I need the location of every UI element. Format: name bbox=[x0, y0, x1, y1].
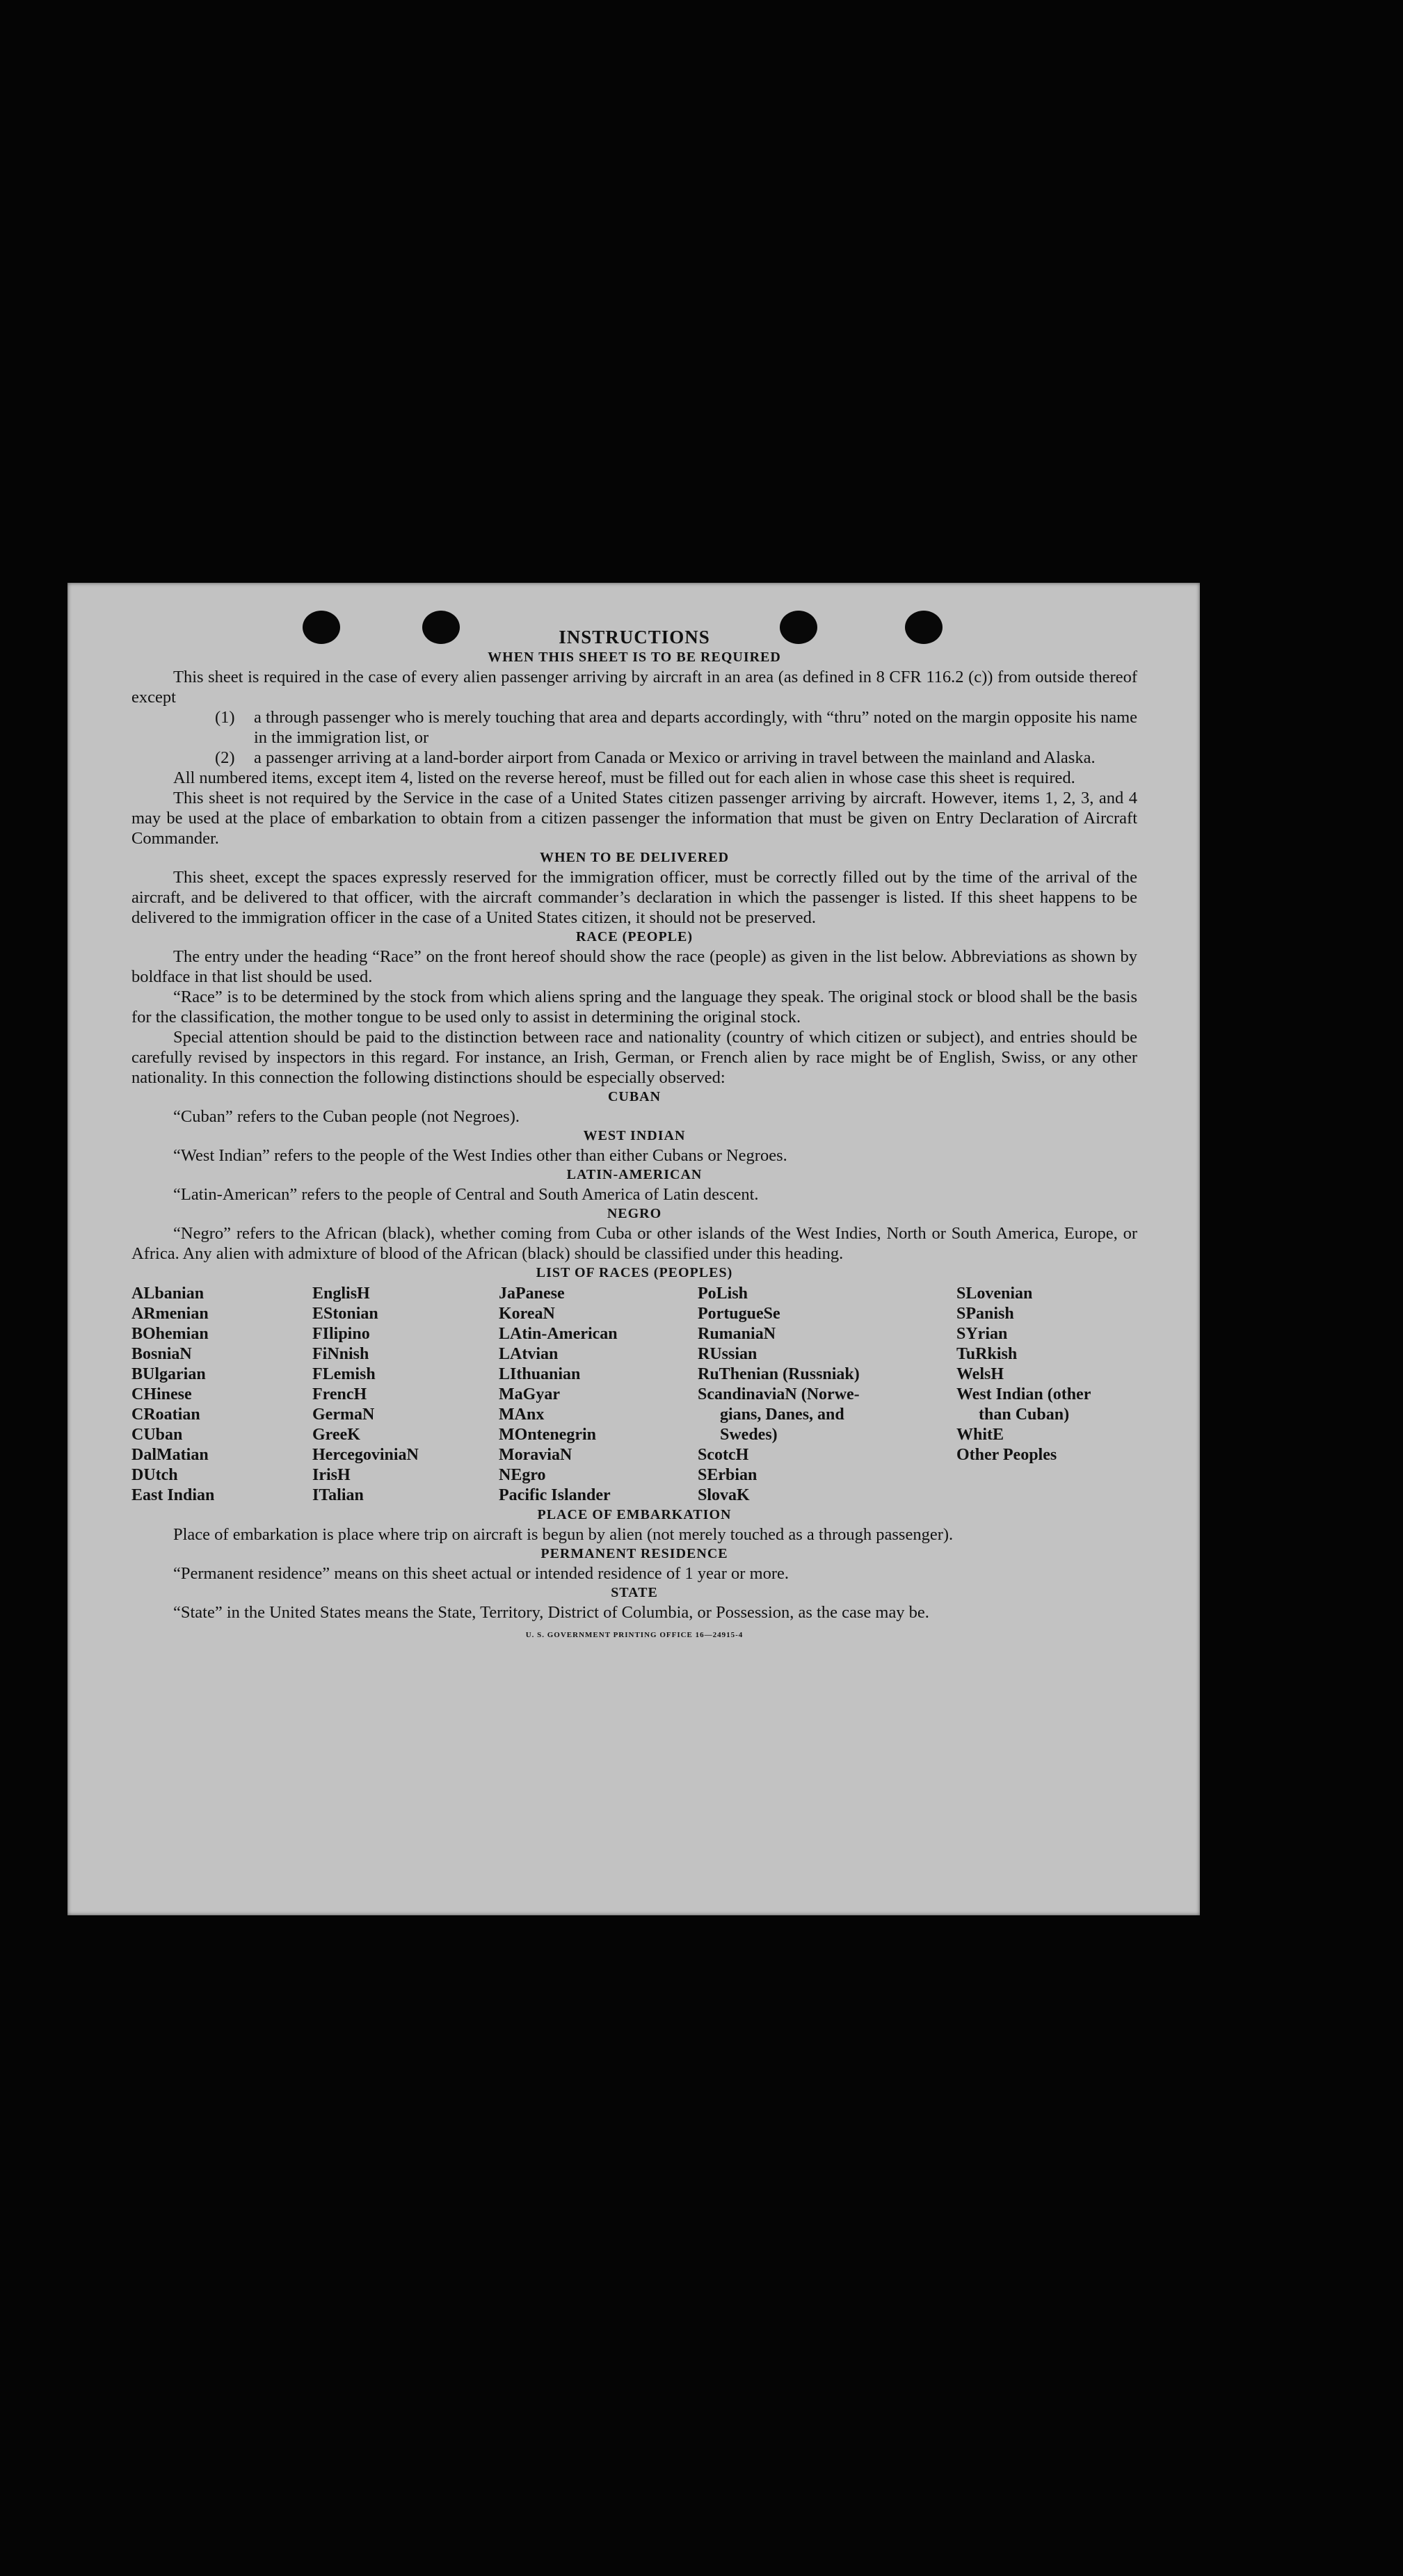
paragraph: “State” in the United States means the State, Territory, District of Columbia, or Possession, as the case may be. bbox=[173, 1603, 929, 1622]
list-item: Swedes) bbox=[720, 1426, 778, 1444]
list-item: ScotcH bbox=[698, 1446, 749, 1464]
paragraph: “West Indian” refers to the people of the West Indies other than either Cubans or Negroes. bbox=[173, 1146, 787, 1165]
list-item: LAtin-American bbox=[499, 1325, 618, 1343]
section-heading: WEST INDIAN bbox=[583, 1128, 686, 1143]
list-item: SPanish bbox=[956, 1305, 1014, 1323]
list-item: DalMatian bbox=[131, 1446, 209, 1464]
list-item: West Indian (other bbox=[956, 1385, 1091, 1403]
list-item: (2) a passenger arriving at a land-border airport from Canada or Mexico or arriving in travel between the mainland and Alaska. bbox=[215, 748, 1096, 767]
list-item: RumaniaN bbox=[698, 1325, 776, 1343]
paragraph: Place of embarkation is place where trip on aircraft is begun by alien (not merely touched as a through passenger). bbox=[173, 1525, 954, 1544]
list-item: DUtch bbox=[131, 1466, 178, 1484]
race-column bbox=[312, 1284, 499, 1506]
paragraph: “Latin-American” refers to the people of Central and South America of Latin descent. bbox=[173, 1185, 759, 1204]
list-item: (1) a through passenger who is merely touching that area and departs accordingly, with “thru” noted on the margin opposite his name in the immigration list, or bbox=[215, 708, 1137, 747]
list-item: CUban bbox=[131, 1426, 183, 1444]
section-heading: STATE bbox=[611, 1585, 658, 1600]
paragraph: All numbered items, except item 4, listed on the reverse hereof, must be filled out for each alien in whose case this sheet is required. bbox=[173, 768, 1075, 787]
paragraph: Special attention should be paid to the distinction between race and nationality (country of which citizen or subject), and entries should be carefully revised by inspectors in this regard. For instance, an Irish, German, or French alien by race might be of English, Swiss, or any other nationality. In this connection the following distinctions should be especially observed: bbox=[131, 1028, 1137, 1087]
list-item: BosniaN bbox=[131, 1345, 192, 1363]
list-item: RUssian bbox=[698, 1345, 757, 1363]
list-item: HercegoviniaN bbox=[312, 1446, 419, 1464]
list-item: IrisH bbox=[312, 1466, 351, 1484]
list-item: FiNnish bbox=[312, 1345, 369, 1363]
list-item: SYrian bbox=[956, 1325, 1008, 1343]
exception-list bbox=[131, 707, 1137, 768]
printer-imprint: U. S. GOVERNMENT PRINTING OFFICE 16—24915-4 bbox=[525, 1631, 744, 1639]
list-item: FrencH bbox=[312, 1385, 367, 1403]
list-item: LIthuanian bbox=[499, 1365, 581, 1383]
list-item: BUlgarian bbox=[131, 1365, 206, 1383]
list-item: MOntenegrin bbox=[499, 1426, 596, 1444]
race-column bbox=[956, 1284, 1137, 1506]
section-heading: WHEN THIS SHEET IS TO BE REQUIRED bbox=[488, 650, 781, 665]
paragraph: “Negro” refers to the African (black), whether coming from Cuba or other islands of the West Indies, North or South America, Europe, or Africa. Any alien with admixture of blood of the African (black) should be classified under this heading. bbox=[131, 1224, 1137, 1263]
paragraph: This sheet, except the spaces expressly reserved for the immigration officer, must be correctly filled out by the time of the arrival of the aircraft, and be delivered to that officer, with the aircraft commander’s declaration in which the passenger is listed. If this sheet happens to be delivered to the immigration officer in the case of a United States citizen, it should not be preserved. bbox=[131, 868, 1137, 927]
list-item: Pacific Islander bbox=[499, 1486, 611, 1504]
list-item: MaGyar bbox=[499, 1385, 560, 1403]
list-item: SlovaK bbox=[698, 1486, 750, 1504]
list-item: CHinese bbox=[131, 1385, 192, 1403]
list-item: ALbanian bbox=[131, 1285, 205, 1303]
section-heading: LATIN-AMERICAN bbox=[566, 1167, 703, 1182]
list-item: KoreaN bbox=[499, 1305, 555, 1323]
punch-hole bbox=[303, 611, 340, 644]
list-item: EnglisH bbox=[312, 1285, 370, 1303]
list-item: JaPanese bbox=[499, 1285, 565, 1303]
list-item: NEgro bbox=[499, 1466, 546, 1484]
list-item: PortugueSe bbox=[698, 1305, 780, 1323]
list-item: ITalian bbox=[312, 1486, 364, 1504]
instruction-sheet bbox=[67, 583, 1200, 1915]
section-heading: PERMANENT RESIDENCE bbox=[540, 1546, 728, 1561]
list-item: MoraviaN bbox=[499, 1446, 572, 1464]
paragraph: “Race” is to be determined by the stock from which aliens spring and the language they speak. The original stock or blood shall be the basis for the classification, the mother tongue to be used only to assist in determining the original stock. bbox=[131, 988, 1137, 1027]
list-item: Other Peoples bbox=[956, 1446, 1057, 1464]
list-item: than Cuban) bbox=[979, 1406, 1070, 1424]
list-item: GreeK bbox=[312, 1426, 360, 1444]
list-item: CRoatian bbox=[131, 1406, 200, 1424]
list-item: WelsH bbox=[956, 1365, 1004, 1383]
section-heading: PLACE OF EMBARKATION bbox=[537, 1507, 732, 1522]
punch-hole bbox=[422, 611, 460, 644]
paragraph: “Cuban” refers to the Cuban people (not Negroes). bbox=[173, 1107, 520, 1126]
list-item: PoLish bbox=[698, 1285, 748, 1303]
list-item: BOhemian bbox=[131, 1325, 209, 1343]
paragraph: “Permanent residence” means on this sheet actual or intended residence of 1 year or more. bbox=[173, 1564, 789, 1583]
list-item: TuRkish bbox=[956, 1345, 1018, 1363]
paragraph: The entry under the heading “Race” on the front hereof should show the race (people) as given in the list below. Abbreviations as shown by boldface in that list should be used. bbox=[131, 947, 1137, 986]
list-item: GermaN bbox=[312, 1406, 375, 1424]
section-heading: NEGRO bbox=[607, 1206, 662, 1221]
paragraph: This sheet is not required by the Service in the case of a United States citizen passenger arriving by aircraft. However, items 1, 2, 3, and 4 may be used at the place of embarkation to obtain from a citizen passenger the information that must be given on Entry Declaration of Aircraft Commander. bbox=[131, 789, 1137, 848]
section-heading: CUBAN bbox=[607, 1089, 662, 1104]
list-item: MAnx bbox=[499, 1406, 545, 1424]
list-item: FIlipino bbox=[312, 1325, 370, 1343]
race-column bbox=[131, 1284, 312, 1506]
list-item: EStonian bbox=[312, 1305, 378, 1323]
list-item: SLovenian bbox=[956, 1285, 1033, 1303]
section-heading: RACE (PEOPLE) bbox=[576, 929, 693, 944]
list-item: ARmenian bbox=[131, 1305, 209, 1323]
race-column bbox=[499, 1284, 698, 1506]
list-item: East Indian bbox=[131, 1486, 215, 1504]
race-column bbox=[698, 1284, 956, 1506]
list-item: FLemish bbox=[312, 1365, 376, 1383]
paragraph: This sheet is required in the case of every alien passenger arriving by aircraft in an area (as defined in 8 CFR 116.2 (c)) from outside thereof except bbox=[131, 668, 1137, 707]
page-title: INSTRUCTIONS bbox=[559, 627, 710, 647]
list-item: SErbian bbox=[698, 1466, 757, 1484]
list-item: LAtvian bbox=[499, 1345, 559, 1363]
list-item: gians, Danes, and bbox=[720, 1406, 844, 1424]
punch-hole bbox=[905, 611, 943, 644]
race-list bbox=[131, 1284, 1137, 1506]
list-item: RuThenian (Russniak) bbox=[698, 1365, 860, 1383]
section-heading: LIST OF RACES (PEOPLES) bbox=[536, 1265, 733, 1280]
section-heading: WHEN TO BE DELIVERED bbox=[539, 850, 730, 865]
punch-hole bbox=[780, 611, 817, 644]
list-item: ScandinaviaN (Norwe- bbox=[698, 1385, 860, 1403]
list-item: WhitE bbox=[956, 1426, 1004, 1444]
